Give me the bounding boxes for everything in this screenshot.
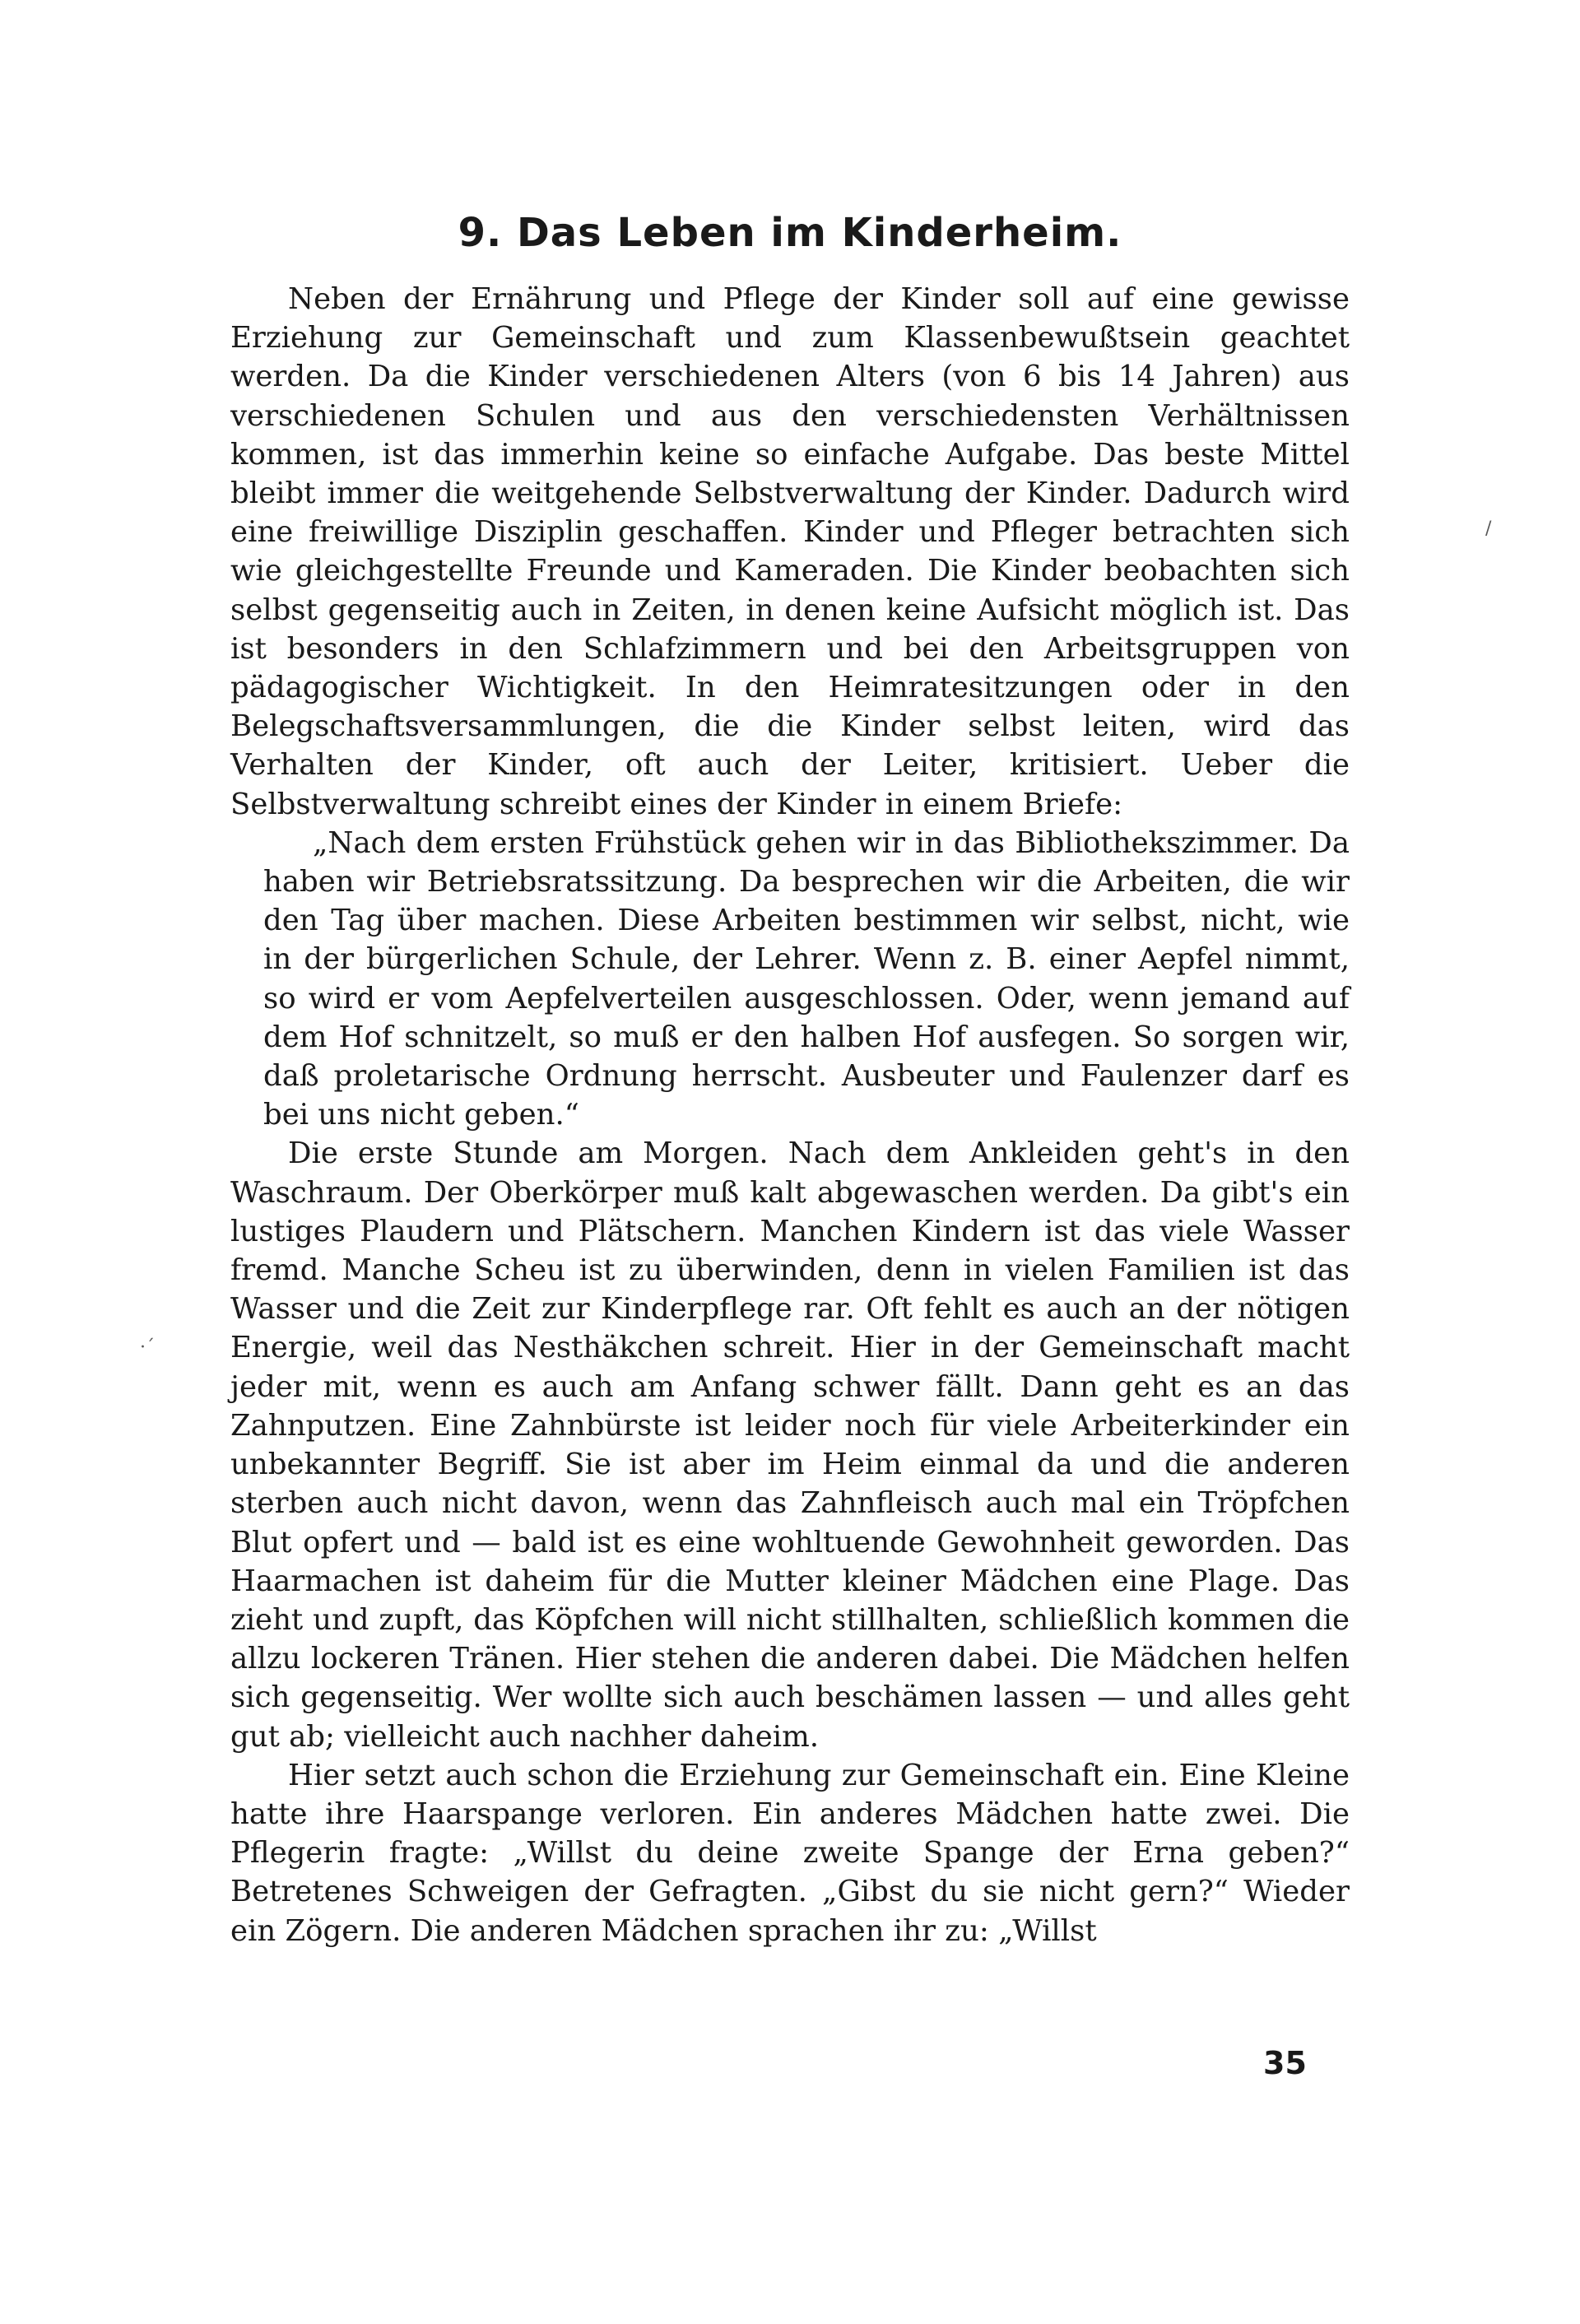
page-number: 35 — [1263, 2045, 1307, 2081]
margin-mark: / — [1485, 518, 1492, 539]
body-text — [230, 280, 1350, 1950]
paragraph-intro: Neben der Ernährung und Pflege der Kinder soll auf eine gewisse Erziehung zur Gemeinschaft und zum Klassenbewußtsein geachtet werden. Da die Kinder verschiedenen Alters (von 6 bis 14 Jahren) aus verschiedenen Schulen und aus den verschiedensten Verhältnissen kommen, ist das immerhin keine so einfache Aufgabe. Das beste Mittel bleibt immer die weitgehende Selbstverwaltung der Kinder. Dadurch wird eine freiwillige Disziplin geschaffen. Kinder und Pfleger betrachten sich wie gleichgestellte Freunde und Kameraden. Die Kinder beobachten sich selbst gegenseitig auch in Zeiten, in denen keine Aufsicht möglich ist. Das ist besonders in den Schlafzimmern und bei den Arbeitsgruppen von pädagogischer Wichtigkeit. In den Heimratesitzungen oder in den Belegschaftsversammlungen, die die Kinder selbst leiten, wird das Verhalten der Kinder, oft auch der Leiter, kritisiert. Ueber die Selbstverwaltung schreibt eines der Kinder in einem Briefe: — [230, 282, 1350, 821]
paragraph-letter-quote: „Nach dem ersten Frühstück gehen wir in das Bibliothekszimmer. Da haben wir Betriebsratssitzung. Da besprechen wir die Arbeiten, die wir den Tag über machen. Diese Arbeiten bestimmen wir selbst, nicht, wie in der bürgerlichen Schule, der Lehrer. Wenn z. B. einer Aepfel nimmt, so wird er vom Aepfelverteilen ausgeschlossen. Oder, wenn jemand auf dem Hof schnitzelt, so muß er den halben Hof ausfegen. So sorgen wir, daß proletarische Ordnung herrscht. Ausbeuter und Faulenzer darf es bei uns nicht geben.“ — [263, 825, 1350, 1132]
chapter-heading: 9. Das Leben im Kinderheim. — [458, 210, 1122, 256]
paragraph-morning: Die erste Stunde am Morgen. Nach dem Ankleiden geht's in den Waschraum. Der Oberkörper muß kalt abgewaschen werden. Da gibt's ein lustiges Plaudern und Plätschern. Manchen Kindern ist das viele Wasser fremd. Manche Scheu ist zu überwinden, denn in vielen Familien ist das Wasser und die Zeit zur Kinderpflege rar. Oft fehlt es auch an der nötigen Energie, weil das Nesthäkchen schreit. Hier in der Gemeinschaft macht jeder mit, wenn es auch am Anfang schwer fällt. Dann geht es an das Zahnputzen. Eine Zahnbürste ist leider noch für viele Arbeiterkinder ein unbekannter Begriff. Sie ist aber im Heim einmal da und die anderen sterben auch nicht davon, wenn das Zahnfleisch auch mal ein Tröpfchen Blut opfert und — bald ist es eine wohltuende Gewohnheit geworden. Das Haarmachen ist daheim für die Mutter kleiner Mädchen eine Plage. Das zieht und zupft, das Köpfchen will nicht stillhalten, schließlich kommen die allzu lockeren Tränen. Hier stehen die anderen dabei. Die Mädchen helfen sich gegenseitig. Wer wollte sich auch beschämen lassen — und alles geht gut ab; vielleicht auch nachher daheim. — [230, 1136, 1350, 1754]
paragraph-community: Hier setzt auch schon die Erziehung zur Gemeinschaft ein. Eine Kleine hatte ihre Haarspange verloren. Ein anderes Mädchen hatte zwei. Die Pflegerin fragte: „Willst du deine zweite Spange der Erna geben?“ Betretenes Schweigen der Gefragten. „Gibst du sie nicht gern?“ Wieder ein Zögern. Die anderen Mädchen sprachen ihr zu: „Willst — [230, 1758, 1350, 1948]
margin-mark: ·´ — [140, 1337, 155, 1358]
